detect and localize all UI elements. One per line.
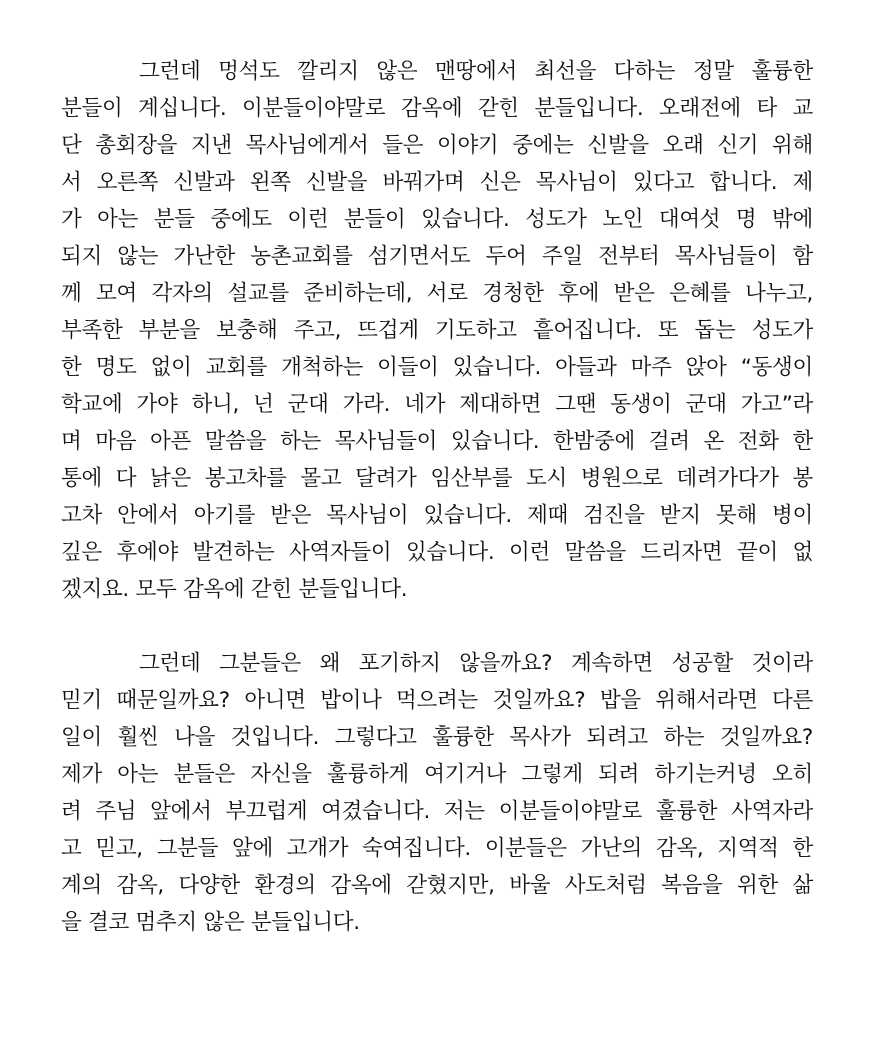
text-line: 서 오른쪽 신발과 왼쪽 신발을 바꿔가며 신은 목사님이 있다고 합니다. 제: [61, 170, 813, 195]
text-line: 일이 훨씬 나을 것입니다. 그렇다고 훌륭한 목사가 되려고 하는 것일까요?: [61, 725, 813, 750]
paragraph-2: [61, 645, 813, 941]
text-line: 부족한 부분을 보충해 주고, 뜨겁게 기도하고 흩어집니다. 또 돕는 성도가: [61, 318, 813, 343]
text-line: 계의 감옥, 다양한 환경의 감옥에 갇혔지만, 바울 사도처럼 복음을 위한 삶: [61, 873, 813, 898]
text-line: 깊은 후에야 발견하는 사역자들이 있습니다. 이런 말씀을 드리자면 끝이 없: [61, 540, 813, 565]
text-line: 께 모여 각자의 설교를 준비하는데, 서로 경청한 후에 받은 은혜를 나누고,: [61, 281, 813, 306]
text-line: 려 주님 앞에서 부끄럽게 여겼습니다. 저는 이분들이야말로 훌륭한 사역자라: [61, 799, 813, 824]
text-line: 겠지요. 모두 감옥에 갇힌 분들입니다.: [61, 577, 408, 602]
text-line: 가 아는 분들 중에도 이런 분들이 있습니다. 성도가 노인 대여섯 명 밖에: [61, 207, 813, 232]
text-line: 을 결코 멈추지 않은 분들입니다.: [61, 910, 360, 935]
text-line: 되지 않는 가난한 농촌교회를 섬기면서도 두어 주일 전부터 목사님들이 함: [61, 244, 813, 269]
document-body: [61, 53, 813, 941]
text-line: 고차 안에서 아기를 받은 목사님이 있습니다. 제때 검진을 받지 못해 병이: [61, 503, 813, 528]
text-line: 한 명도 없이 교회를 개척하는 이들이 있습니다. 아들과 마주 앉아 “동생이: [61, 355, 813, 380]
text-line: 며 마음 아픈 말씀을 하는 목사님들이 있습니다. 한밤중에 걸려 온 전화 한: [61, 429, 813, 454]
text-line: 단 총회장을 지낸 목사님에게서 들은 이야기 중에는 신발을 오래 신기 위해: [61, 133, 813, 158]
text-line: 고 믿고, 그분들 앞에 고개가 숙여집니다. 이분들은 가난의 감옥, 지역적 한: [61, 836, 813, 861]
text-line: 믿기 때문일까요? 아니면 밥이나 먹으려는 것일까요? 밥을 위해서라면 다른: [61, 688, 813, 713]
text-line: 학교에 가야 하니, 넌 군대 가라. 네가 제대하면 그땐 동생이 군대 가고”라: [61, 392, 813, 417]
text-line: 그런데 그분들은 왜 포기하지 않을까요? 계속하면 성공할 것이라: [139, 651, 813, 676]
text-line: 통에 다 낡은 봉고차를 몰고 달려가 임산부를 도시 병원으로 데려가다가 봉: [61, 466, 813, 491]
text-line: 제가 아는 분들은 자신을 훌륭하게 여기거나 그렇게 되려 하기는커녕 오히: [61, 762, 813, 787]
text-line: 그런데 멍석도 깔리지 않은 맨땅에서 최선을 다하는 정말 훌륭한: [139, 59, 813, 84]
paragraph-1: [61, 53, 813, 608]
text-line: 분들이 계십니다. 이분들이야말로 감옥에 갇힌 분들입니다. 오래전에 타 교: [61, 96, 813, 121]
